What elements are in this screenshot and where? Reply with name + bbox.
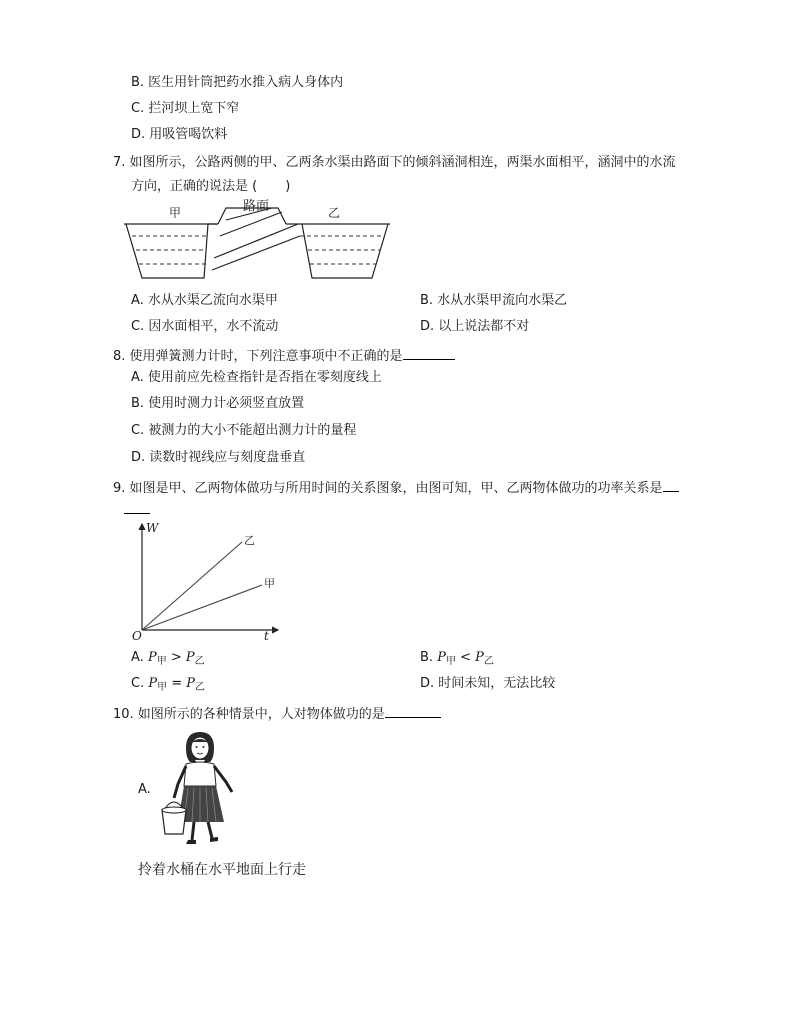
q6-option-c: C. 拦河坝上宽下窄 [131, 101, 240, 116]
label-road: 路面 [243, 199, 270, 214]
power-symbol: P [147, 650, 157, 665]
answer-blank [403, 345, 455, 360]
q9-option-b-prefix: B. [420, 650, 438, 665]
answer-blank-part1 [663, 477, 679, 492]
q9-stem-text: 9. 如图是甲、乙两物体做功与所用时间的关系图象，由图可知，甲、乙两物体做功的功率关系是 [113, 481, 663, 496]
left-channel [126, 224, 208, 278]
q9-option-a-prefix: A. [131, 650, 148, 665]
x-axis-label: t [264, 629, 269, 642]
answer-blank-part2 [124, 499, 150, 514]
q6-option-d: D. 用吸管喝饮料 [131, 127, 228, 142]
subscript-yi: 乙 [195, 682, 206, 693]
q9-option-d: D. 时间未知，无法比较 [420, 676, 556, 691]
power-symbol: P [185, 650, 195, 665]
power-symbol: P [437, 650, 446, 665]
series-line-0 [142, 542, 242, 630]
q7-stem-line1: 7. 如图所示，公路两侧的甲、乙两条水渠由路面下的倾斜涵洞相连，两渠水面相平，涵洞中的水流 [113, 155, 676, 170]
q9-blank-line2 [124, 499, 150, 520]
q8-stem [113, 345, 455, 366]
power-symbol: P [186, 676, 196, 691]
q6-option-b: B. 医生用针筒把药水推入病人身体内 [131, 75, 344, 90]
q7-option-c: C. 因水面相平，水不流动 [131, 319, 279, 334]
right-channel [302, 224, 388, 278]
subscript-jia: 甲 [157, 682, 168, 693]
q8-option-d: D. 读数时视线应与刻度盘垂直 [131, 450, 306, 465]
q7-stem-line2-close: ) [285, 179, 291, 194]
subscript-jia: 甲 [445, 656, 456, 667]
subscript-yi: 乙 [483, 656, 494, 667]
origin-label: O [132, 629, 142, 642]
q9-stem [113, 477, 679, 498]
q8-option-c: C. 被测力的大小不能超出测力计的量程 [131, 423, 357, 438]
q10-stem-text: 10. 如图所示的各种情景中，人对物体做功的是 [113, 707, 385, 722]
label-yi: 乙 [328, 206, 341, 220]
q10-option-a-caption: 拎着水桶在水平地面上行走 [138, 862, 306, 878]
series-label-0: 乙 [244, 534, 255, 547]
answer-blank [385, 703, 441, 718]
q7-option-a: A. 水从水渠乙流向水渠甲 [131, 293, 278, 308]
q9-option-c [131, 675, 205, 697]
q9-option-b [420, 649, 494, 671]
q8-stem-text: 8. 使用弹簧测力计时，下列注意事项中不正确的是 [113, 349, 403, 364]
q8-option-b: B. 使用时测力计必须竖直放置 [131, 396, 305, 411]
series-line-1 [142, 585, 262, 630]
y-axis-label: W [146, 521, 159, 535]
series-label-1: 甲 [264, 577, 275, 590]
chart-series [142, 534, 275, 630]
subscript-yi: 乙 [194, 656, 205, 667]
q7-option-b: B. 水从水渠甲流向水渠乙 [420, 293, 568, 308]
label-jia: 甲 [169, 206, 182, 220]
culvert-diagram [122, 196, 394, 288]
q7-stem-line2-text: 方向，正确的说法是 ( [131, 179, 258, 194]
subscript-jia: 甲 [156, 656, 167, 667]
q9-option-c-prefix: C. [131, 676, 149, 691]
q7-option-d: D. 以上说法都不对 [420, 319, 530, 334]
work-time-chart [132, 520, 282, 642]
q10-stem [113, 703, 441, 724]
q10-option-a-label: A. [138, 782, 151, 797]
girl-carrying-bucket-illustration [156, 728, 240, 850]
relation-operator: < [455, 650, 476, 665]
relation-operator: = [167, 676, 187, 691]
q7-stem-line2 [131, 178, 290, 196]
power-symbol: P [475, 650, 484, 665]
q9-option-a [131, 649, 205, 671]
relation-operator: > [166, 650, 186, 665]
q8-option-a: A. 使用前应先检查指针是否指在零刻度线上 [131, 370, 382, 385]
power-symbol: P [148, 676, 158, 691]
